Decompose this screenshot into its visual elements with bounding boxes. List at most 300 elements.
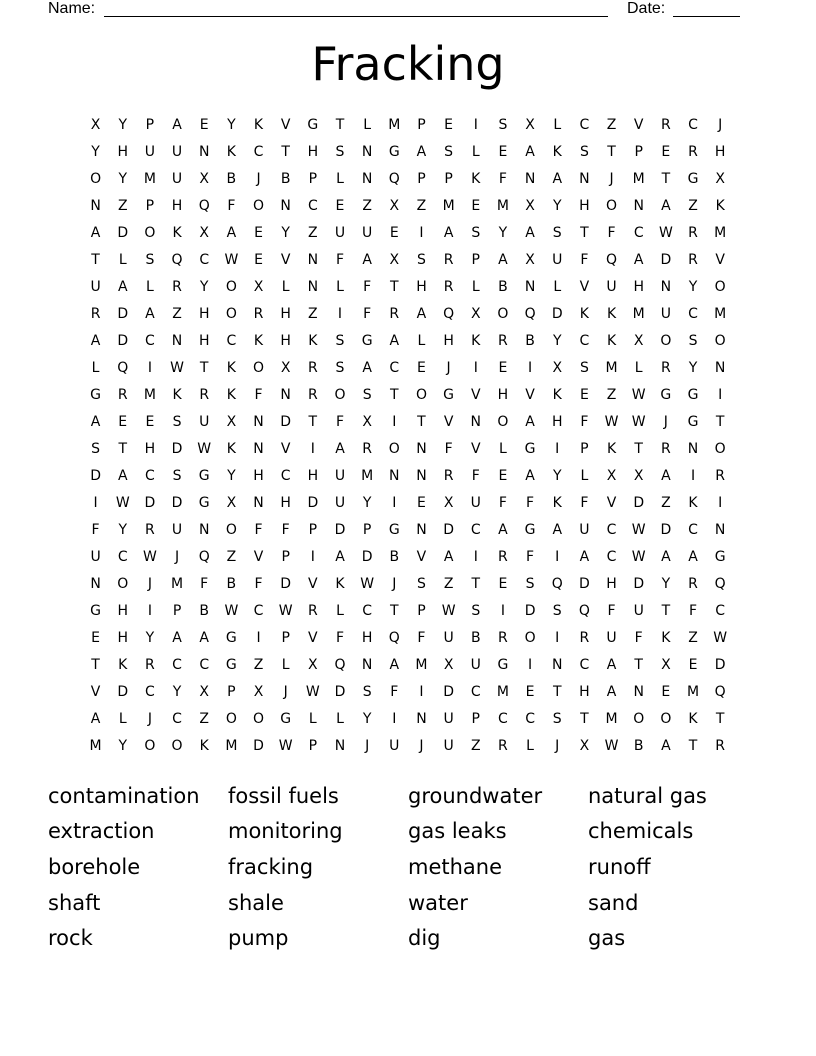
grid-letter[interactable]: K [226, 144, 236, 160]
grid-letter[interactable]: M [225, 738, 238, 754]
grid-letter[interactable]: B [470, 630, 481, 646]
grid-letter[interactable]: I [256, 630, 261, 646]
grid-letter[interactable]: Z [308, 225, 318, 241]
grid-letter[interactable]: A [90, 333, 101, 349]
grid-letter[interactable]: F [254, 387, 263, 403]
grid-letter[interactable]: N [551, 657, 563, 673]
grid-letter[interactable]: W [224, 603, 239, 619]
grid-letter[interactable]: F [634, 630, 643, 646]
grid-letter[interactable]: F [607, 225, 616, 241]
grid-letter[interactable]: P [227, 684, 236, 700]
grid-letter[interactable]: L [91, 360, 100, 376]
grid-letter[interactable]: T [91, 657, 100, 673]
grid-letter[interactable]: E [417, 360, 426, 376]
grid-letter[interactable]: N [524, 171, 536, 187]
grid-letter[interactable]: J [419, 738, 424, 754]
grid-letter[interactable]: T [634, 657, 643, 673]
grid-letter[interactable]: X [280, 360, 291, 376]
grid-letter[interactable]: S [471, 225, 481, 241]
grid-letter[interactable]: D [307, 495, 319, 511]
grid-letter[interactable]: N [361, 144, 373, 160]
grid-letter[interactable]: A [335, 549, 345, 565]
grid-letter[interactable]: T [634, 441, 643, 457]
grid-letter[interactable]: E [199, 117, 209, 133]
grid-letter[interactable]: E [145, 414, 155, 430]
grid-letter[interactable]: P [308, 738, 318, 754]
grid-letter[interactable]: C [145, 684, 155, 700]
grid-letter[interactable]: L [145, 279, 154, 295]
grid-letter[interactable]: N [307, 279, 319, 295]
grid-letter[interactable]: A [525, 144, 535, 160]
grid-letter[interactable]: U [470, 495, 481, 511]
grid-letter[interactable]: J [256, 171, 261, 187]
grid-letter[interactable]: W [305, 684, 320, 700]
grid-letter[interactable]: P [634, 144, 643, 160]
grid-letter[interactable]: P [145, 198, 155, 214]
grid-letter[interactable]: O [660, 711, 672, 727]
grid-letter[interactable]: I [555, 441, 560, 457]
grid-letter[interactable]: A [117, 279, 128, 295]
grid-letter[interactable]: E [498, 360, 508, 376]
grid-letter[interactable]: S [335, 144, 345, 160]
grid-letter[interactable]: G [443, 387, 455, 403]
grid-letter[interactable]: K [199, 738, 209, 754]
grid-letter[interactable]: H [579, 684, 590, 700]
grid-letter[interactable]: Y [362, 495, 372, 511]
grid-letter[interactable]: E [498, 468, 508, 484]
grid-letter[interactable]: D [579, 576, 590, 592]
grid-letter[interactable]: G [524, 522, 536, 538]
grid-letter[interactable]: H [198, 306, 210, 322]
grid-letter[interactable]: F [227, 198, 236, 214]
grid-letter[interactable]: A [525, 225, 535, 241]
grid-letter[interactable]: R [688, 144, 698, 160]
grid-letter[interactable]: Y [362, 711, 372, 727]
grid-letter[interactable]: T [688, 738, 698, 754]
grid-letter[interactable]: F [390, 684, 399, 700]
grid-letter[interactable]: Q [334, 657, 346, 673]
grid-letter[interactable]: P [417, 117, 426, 133]
grid-letter[interactable]: D [117, 225, 129, 241]
grid-letter[interactable]: A [199, 630, 209, 646]
grid-letter[interactable]: B [226, 576, 237, 592]
grid-letter[interactable]: A [552, 522, 563, 538]
grid-letter[interactable]: Y [498, 225, 508, 241]
grid-letter[interactable]: L [308, 711, 317, 727]
grid-letter[interactable]: H [117, 603, 128, 619]
grid-letter[interactable]: M [605, 711, 618, 727]
grid-letter[interactable]: Q [388, 171, 400, 187]
grid-letter[interactable]: N [416, 441, 427, 457]
grid-letter[interactable]: T [580, 711, 589, 727]
grid-letter[interactable]: Q [524, 306, 536, 322]
grid-letter[interactable]: X [579, 738, 590, 754]
grid-letter[interactable]: C [172, 711, 182, 727]
grid-letter[interactable]: S [335, 360, 345, 376]
grid-letter[interactable]: F [607, 603, 616, 619]
grid-letter[interactable]: A [498, 522, 508, 538]
grid-letter[interactable]: W [713, 630, 728, 646]
grid-letter[interactable]: F [254, 576, 263, 592]
grid-letter[interactable]: U [199, 414, 210, 430]
grid-letter[interactable]: G [388, 144, 400, 160]
grid-letter[interactable]: B [280, 171, 291, 187]
grid-letter[interactable]: X [525, 198, 535, 214]
grid-letter[interactable]: R [715, 738, 726, 754]
grid-letter[interactable]: T [335, 117, 345, 133]
grid-letter[interactable]: D [334, 522, 346, 538]
grid-letter[interactable]: P [580, 441, 589, 457]
grid-letter[interactable]: A [525, 468, 535, 484]
grid-letter[interactable]: X [199, 684, 209, 700]
grid-letter[interactable]: E [688, 657, 698, 673]
grid-letter[interactable]: L [281, 279, 290, 295]
grid-letter[interactable]: F [688, 603, 698, 619]
grid-letter[interactable]: Z [416, 198, 427, 214]
grid-letter[interactable]: D [714, 657, 726, 673]
grid-letter[interactable]: A [172, 630, 182, 646]
grid-letter[interactable]: R [307, 387, 318, 403]
grid-letter[interactable]: B [525, 333, 535, 349]
grid-letter[interactable]: W [441, 603, 456, 619]
grid-letter[interactable]: C [470, 522, 481, 538]
grid-letter[interactable]: C [715, 603, 726, 619]
grid-letter[interactable]: S [417, 252, 426, 268]
grid-letter[interactable]: I [147, 603, 152, 619]
grid-letter[interactable]: X [552, 360, 563, 376]
grid-letter[interactable]: R [498, 333, 508, 349]
grid-letter[interactable]: L [553, 279, 562, 295]
grid-letter[interactable]: C [199, 252, 210, 268]
grid-letter[interactable]: E [471, 198, 481, 214]
grid-letter[interactable]: D [280, 576, 292, 592]
grid-letter[interactable]: C [606, 522, 617, 538]
grid-letter[interactable]: V [253, 549, 264, 565]
grid-letter[interactable]: D [524, 603, 536, 619]
grid-letter[interactable]: N [524, 279, 536, 295]
grid-letter[interactable]: K [715, 198, 725, 214]
grid-letter[interactable]: V [90, 684, 101, 700]
grid-letter[interactable]: O [225, 711, 237, 727]
grid-letter[interactable]: G [660, 387, 672, 403]
grid-letter[interactable]: J [174, 549, 180, 565]
grid-letter[interactable]: V [280, 117, 291, 133]
grid-letter[interactable]: K [226, 441, 236, 457]
grid-letter[interactable]: V [280, 441, 291, 457]
grid-letter[interactable]: W [278, 738, 293, 754]
grid-letter[interactable]: U [334, 468, 346, 484]
grid-letter[interactable]: C [199, 657, 210, 673]
grid-letter[interactable]: D [253, 738, 264, 754]
grid-letter[interactable]: M [714, 306, 727, 322]
grid-letter[interactable]: N [470, 414, 481, 430]
grid-letter[interactable]: X [199, 171, 209, 187]
grid-letter[interactable]: G [307, 117, 319, 133]
grid-letter[interactable]: V [715, 252, 725, 268]
grid-letter[interactable]: G [90, 387, 101, 403]
grid-letter[interactable]: P [281, 630, 290, 646]
grid-letter[interactable]: S [471, 603, 481, 619]
grid-letter[interactable]: L [336, 603, 344, 619]
grid-letter[interactable]: H [280, 495, 291, 511]
grid-letter[interactable]: C [145, 333, 155, 349]
grid-letter[interactable]: F [281, 522, 290, 538]
grid-letter[interactable]: O [714, 333, 726, 349]
grid-letter[interactable]: Z [199, 711, 209, 727]
grid-letter[interactable]: C [606, 549, 617, 565]
grid-letter[interactable]: Q [171, 252, 183, 268]
grid-letter[interactable]: S [688, 333, 698, 349]
grid-letter[interactable]: H [117, 144, 128, 160]
grid-letter[interactable]: Y [145, 630, 155, 646]
grid-letter[interactable]: K [471, 333, 481, 349]
grid-letter[interactable]: N [714, 522, 726, 538]
grid-letter[interactable]: S [444, 144, 454, 160]
grid-letter[interactable]: W [115, 495, 130, 511]
grid-letter[interactable]: O [253, 711, 265, 727]
grid-letter[interactable]: E [498, 576, 508, 592]
grid-letter[interactable]: G [225, 657, 237, 673]
grid-letter[interactable]: A [362, 360, 372, 376]
grid-letter[interactable]: V [606, 495, 617, 511]
grid-letter[interactable]: L [336, 171, 344, 187]
grid-letter[interactable]: X [253, 279, 264, 295]
grid-letter[interactable]: H [117, 630, 128, 646]
grid-letter[interactable]: V [525, 387, 535, 403]
grid-letter[interactable]: Z [606, 117, 617, 133]
grid-letter[interactable]: H [551, 414, 563, 430]
grid-letter[interactable]: M [496, 684, 509, 700]
grid-letter[interactable]: W [631, 387, 646, 403]
grid-letter[interactable]: C [389, 360, 400, 376]
grid-letter[interactable]: N [579, 171, 590, 187]
grid-letter[interactable]: R [199, 387, 210, 403]
grid-letter[interactable]: R [307, 360, 318, 376]
grid-letter[interactable]: T [607, 144, 616, 160]
grid-letter[interactable]: H [579, 198, 590, 214]
grid-letter[interactable]: F [335, 414, 345, 430]
grid-letter[interactable]: K [118, 657, 128, 673]
grid-letter[interactable]: N [171, 333, 183, 349]
grid-letter[interactable]: G [687, 171, 699, 187]
grid-letter[interactable]: L [336, 279, 344, 295]
grid-letter[interactable]: H [253, 468, 264, 484]
grid-letter[interactable]: K [253, 333, 264, 349]
grid-letter[interactable]: I [473, 117, 478, 133]
grid-letter[interactable]: C [117, 549, 128, 565]
grid-letter[interactable]: P [444, 171, 453, 187]
grid-letter[interactable]: T [390, 387, 399, 403]
grid-letter[interactable]: K [661, 630, 671, 646]
grid-letter[interactable]: R [253, 306, 264, 322]
grid-letter[interactable]: U [606, 630, 617, 646]
grid-letter[interactable]: B [633, 738, 644, 754]
grid-letter[interactable]: I [718, 387, 723, 403]
grid-letter[interactable]: K [226, 387, 236, 403]
grid-letter[interactable]: R [660, 360, 671, 376]
grid-letter[interactable]: R [660, 441, 671, 457]
grid-letter[interactable]: I [419, 225, 424, 241]
grid-letter[interactable]: C [280, 468, 291, 484]
grid-letter[interactable]: T [199, 360, 209, 376]
grid-letter[interactable]: S [362, 387, 372, 403]
grid-letter[interactable]: Z [308, 306, 318, 322]
grid-letter[interactable]: W [224, 252, 239, 268]
grid-letter[interactable]: A [606, 657, 617, 673]
grid-letter[interactable]: S [172, 468, 182, 484]
grid-letter[interactable]: G [225, 630, 237, 646]
grid-letter[interactable]: K [471, 171, 481, 187]
grid-letter[interactable]: A [389, 657, 400, 673]
grid-letter[interactable]: X [362, 414, 372, 430]
grid-letter[interactable]: T [580, 225, 589, 241]
grid-letter[interactable]: A [606, 684, 617, 700]
grid-letter[interactable]: U [552, 252, 563, 268]
grid-letter[interactable]: Q [714, 684, 726, 700]
grid-letter[interactable]: Y [118, 522, 128, 538]
grid-letter[interactable]: L [417, 333, 426, 349]
grid-letter[interactable]: R [389, 306, 400, 322]
grid-letter[interactable]: M [442, 198, 455, 214]
grid-letter[interactable]: K [688, 711, 698, 727]
grid-letter[interactable]: F [580, 495, 589, 511]
grid-letter[interactable]: A [633, 252, 644, 268]
grid-letter[interactable]: A [90, 711, 101, 727]
grid-letter[interactable]: U [362, 225, 373, 241]
grid-letter[interactable]: O [144, 225, 156, 241]
grid-letter[interactable]: S [579, 144, 589, 160]
grid-letter[interactable]: I [392, 495, 397, 511]
grid-letter[interactable]: W [360, 576, 375, 592]
grid-letter[interactable]: R [498, 738, 508, 754]
grid-letter[interactable]: K [253, 117, 264, 133]
grid-letter[interactable]: O [497, 306, 509, 322]
grid-letter[interactable]: X [715, 171, 725, 187]
grid-letter[interactable]: N [361, 657, 373, 673]
grid-letter[interactable]: Y [281, 225, 290, 241]
grid-letter[interactable]: L [118, 711, 127, 727]
grid-letter[interactable]: G [687, 387, 699, 403]
grid-letter[interactable]: F [444, 441, 453, 457]
grid-letter[interactable]: I [528, 360, 533, 376]
grid-letter[interactable]: X [633, 333, 644, 349]
grid-letter[interactable]: Z [253, 657, 264, 673]
grid-letter[interactable]: U [443, 630, 454, 646]
grid-letter[interactable]: I [473, 360, 478, 376]
grid-letter[interactable]: G [687, 414, 699, 430]
grid-letter[interactable]: F [580, 252, 589, 268]
grid-letter[interactable]: P [172, 603, 182, 619]
grid-letter[interactable]: P [417, 603, 426, 619]
grid-letter[interactable]: N [633, 198, 644, 214]
grid-letter[interactable]: A [661, 198, 671, 214]
grid-letter[interactable]: G [361, 333, 373, 349]
grid-letter[interactable]: O [253, 198, 265, 214]
grid-letter[interactable]: D [144, 495, 156, 511]
grid-letter[interactable]: A [661, 738, 671, 754]
grid-letter[interactable]: C [253, 603, 264, 619]
grid-letter[interactable]: I [419, 684, 424, 700]
grid-letter[interactable]: R [498, 549, 508, 565]
grid-letter[interactable]: N [416, 522, 427, 538]
grid-letter[interactable]: T [661, 171, 671, 187]
grid-letter[interactable]: A [335, 441, 345, 457]
grid-letter[interactable]: W [197, 441, 212, 457]
grid-letter[interactable]: A [443, 549, 454, 565]
grid-letter[interactable]: C [579, 117, 590, 133]
grid-letter[interactable]: H [416, 279, 427, 295]
grid-letter[interactable]: C [688, 522, 698, 538]
grid-letter[interactable]: R [715, 468, 726, 484]
grid-letter[interactable]: X [525, 252, 535, 268]
grid-letter[interactable]: O [90, 171, 102, 187]
grid-letter[interactable]: J [365, 738, 370, 754]
grid-letter[interactable]: R [145, 657, 155, 673]
grid-letter[interactable]: S [552, 225, 562, 241]
grid-letter[interactable]: C [579, 333, 590, 349]
grid-letter[interactable]: L [336, 711, 344, 727]
grid-letter[interactable]: K [579, 306, 589, 322]
grid-letter[interactable]: W [278, 603, 293, 619]
grid-letter[interactable]: U [90, 549, 101, 565]
grid-letter[interactable]: X [226, 495, 237, 511]
grid-letter[interactable]: Q [198, 549, 210, 565]
grid-letter[interactable]: U [171, 171, 183, 187]
grid-letter[interactable]: B [498, 279, 508, 295]
grid-letter[interactable]: D [633, 495, 645, 511]
grid-letter[interactable]: G [198, 468, 210, 484]
grid-letter[interactable]: E [389, 225, 399, 241]
grid-letter[interactable]: A [661, 549, 671, 565]
grid-letter[interactable]: Z [117, 198, 128, 214]
grid-letter[interactable]: V [579, 279, 590, 295]
grid-letter[interactable]: S [525, 576, 535, 592]
grid-letter[interactable]: K [606, 333, 617, 349]
grid-letter[interactable]: O [225, 522, 237, 538]
grid-letter[interactable]: F [200, 576, 209, 592]
grid-letter[interactable]: P [362, 522, 372, 538]
grid-letter[interactable]: E [118, 414, 128, 430]
grid-letter[interactable]: K [552, 495, 562, 511]
grid-letter[interactable]: Q [443, 306, 455, 322]
grid-letter[interactable]: T [390, 603, 399, 619]
grid-letter[interactable]: H [633, 279, 644, 295]
grid-letter[interactable]: O [714, 279, 726, 295]
grid-letter[interactable]: E [335, 198, 345, 214]
grid-letter[interactable]: A [416, 144, 427, 160]
grid-letter[interactable]: S [335, 333, 345, 349]
grid-letter[interactable]: S [552, 603, 562, 619]
grid-letter[interactable]: X [199, 225, 209, 241]
grid-letter[interactable]: V [280, 252, 291, 268]
grid-letter[interactable]: M [143, 171, 156, 187]
grid-letter[interactable]: Y [227, 117, 236, 133]
grid-letter[interactable]: O [524, 630, 536, 646]
grid-letter[interactable]: Y [118, 738, 128, 754]
grid-letter[interactable]: E [525, 684, 535, 700]
grid-letter[interactable]: U [633, 603, 644, 619]
grid-letter[interactable]: D [117, 333, 129, 349]
grid-letter[interactable]: G [90, 603, 101, 619]
grid-letter[interactable]: P [281, 549, 290, 565]
grid-letter[interactable]: G [497, 657, 509, 673]
grid-letter[interactable]: Z [226, 549, 237, 565]
grid-letter[interactable]: L [553, 117, 562, 133]
grid-letter[interactable]: Y [118, 171, 128, 187]
grid-letter[interactable]: D [280, 414, 292, 430]
grid-letter[interactable]: E [417, 495, 426, 511]
grid-letter[interactable]: J [147, 576, 152, 592]
